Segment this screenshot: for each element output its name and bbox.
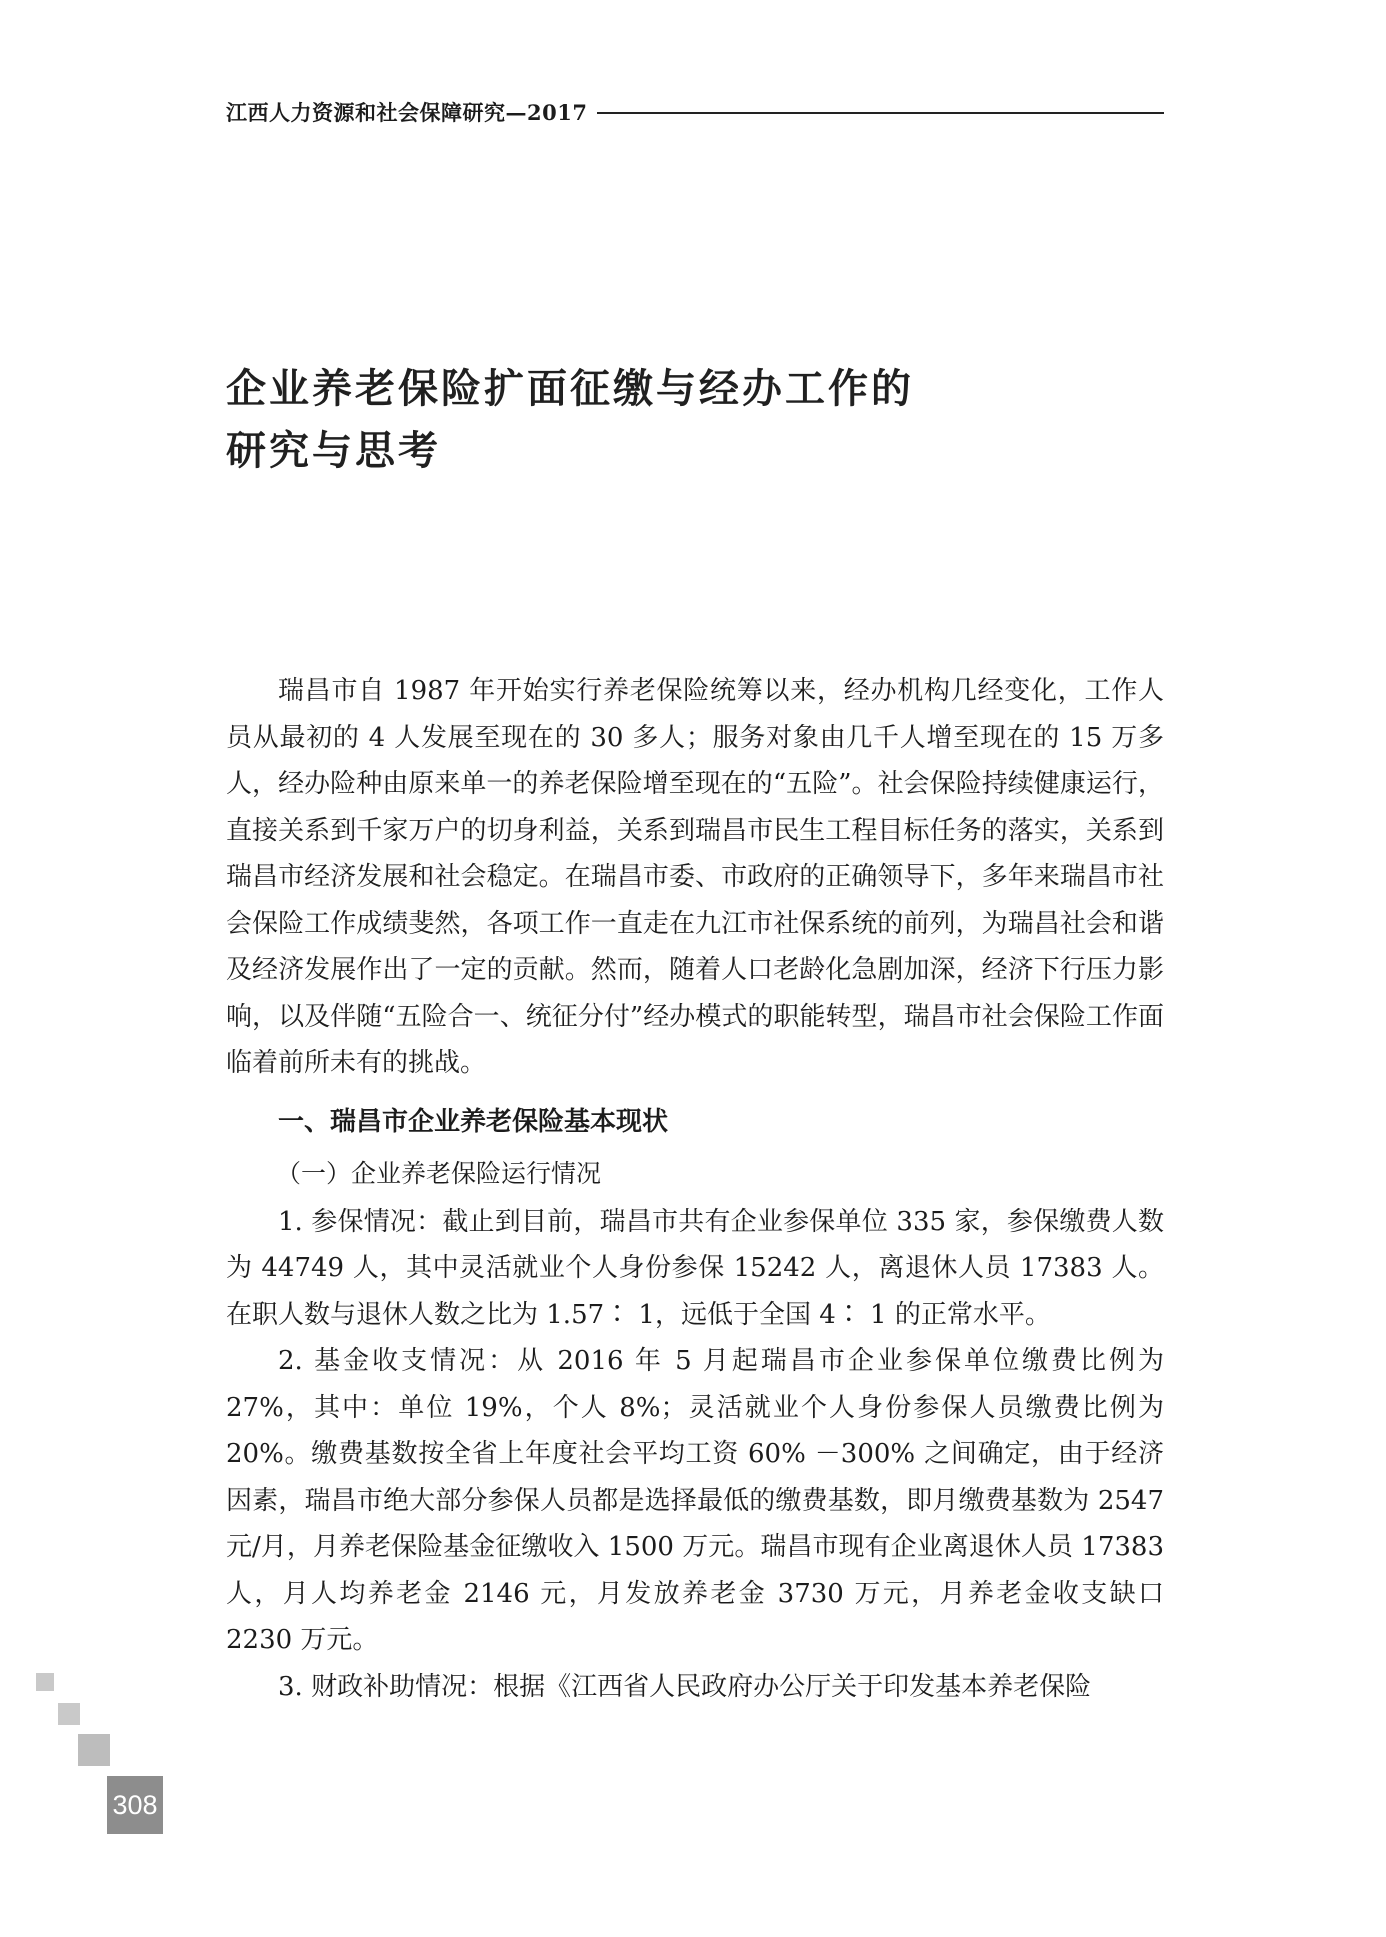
intro-paragraph: 瑞昌市自 1987 年开始实行养老保险统筹以来，经办机构几经变化，工作人员从最初的 4 人发展至现在的 30 多人；服务对象由几千人增至现在的 15 万多人，经办险种由原来单一的养老保险增至现在的“五险”。社会保险持续健康运行，直接关系到千家万户的切身利益，关系到瑞昌市民生工程目标任务的落实，关系到瑞昌市经济发展和社会稳定。在瑞昌市委、市政府的正确领导下，多年来瑞昌市社会保险工作成绩斐然，各项工作一直走在九江市社保系统的前列，为瑞昌社会和谐及经济发展作出了一定的贡献。然而，随着人口老龄化急剧加深，经济下行压力影响，以及伴随“五险合一、统征分付”经办模式的职能转型，瑞昌市社会保险工作面临着前所未有的挑战。	[226, 676, 1164, 1078]
decor-square	[58, 1703, 80, 1725]
decor-square	[78, 1734, 110, 1766]
article-body	[226, 668, 1164, 1710]
subsection-heading: （一）企业养老保险运行情况	[276, 1158, 602, 1188]
running-header	[226, 96, 1164, 128]
title-line-2: 研究与思考	[226, 428, 441, 474]
page-number: 308	[107, 1776, 163, 1834]
decor-square	[36, 1673, 54, 1691]
title-line-1: 企业养老保险扩面征缴与经办工作的	[226, 366, 914, 412]
item-paragraph-1: 1. 参保情况：截止到目前，瑞昌市共有企业参保单位 335 家，参保缴费人数为 44749 人，其中灵活就业个人身份参保 15242 人，离退休人员 17383 人。在职人数与退休人数之比为 1.57∶ 1，远低于全国 4∶ 1 的正常水平。	[226, 1206, 1164, 1330]
item-paragraph-3: 3. 财政补助情况：根据《江西省人民政府办公厅关于印发基本养老保险	[278, 1671, 1092, 1702]
section-heading: 一、瑞昌市企业养老保险基本现状	[278, 1106, 669, 1137]
header-rule	[597, 112, 1164, 114]
article-title	[226, 358, 1126, 482]
item-paragraph-2: 2. 基金收支情况：从 2016 年 5 月起瑞昌市企业参保单位缴费比例为 27%，其中：单位 19%，个人 8%；灵活就业个人身份参保人员缴费比例为 20%。缴费基数按全省上年度社会平均工资 60% －300% 之间确定，由于经济因素，瑞昌市绝大部分参保人员都是选择最低的缴费基数，即月缴费基数为 2547 元/月，月养老保险基金征缴收入 1500 万元。瑞昌市现有企业离退休人员 17383 人，月人均养老金 2146 元，月发放养老金 3730 万元，月养老金收支缺口 2230 万元。	[226, 1346, 1164, 1655]
running-title: 江西人力资源和社会保障研究—2017	[226, 100, 588, 125]
